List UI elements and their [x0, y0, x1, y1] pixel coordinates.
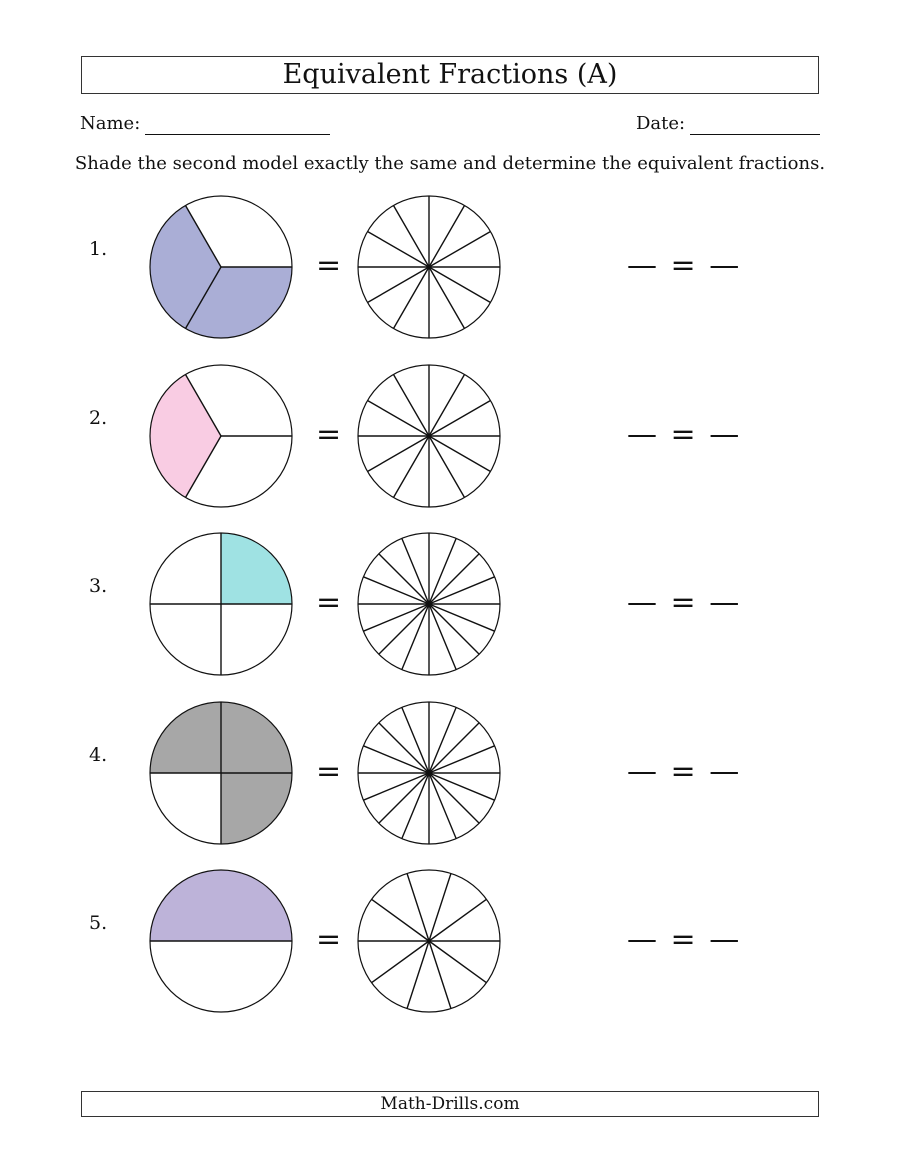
- fraction-answer-blanks[interactable]: — = —: [627, 922, 742, 957]
- blank-model-circle[interactable]: [355, 699, 503, 847]
- name-field[interactable]: [145, 134, 330, 135]
- division-line: [429, 899, 486, 941]
- shaded-model-circle[interactable]: [147, 362, 295, 510]
- division-line: [429, 723, 479, 773]
- division-line: [368, 401, 429, 437]
- problem-number: 1.: [89, 238, 108, 260]
- shaded-sector: [150, 702, 221, 773]
- equals-sign: =: [316, 585, 342, 620]
- shaded-sector: [221, 773, 292, 844]
- division-line: [429, 554, 479, 604]
- division-line: [429, 941, 486, 983]
- division-line: [429, 873, 451, 941]
- equals-sign: =: [316, 754, 342, 789]
- instructions: Shade the second model exactly the same and determine the equivalent fractions.: [74, 153, 826, 174]
- division-line: [368, 267, 429, 303]
- division-line: [429, 436, 490, 472]
- blank-model-circle[interactable]: [355, 193, 503, 341]
- equals-sign: =: [316, 417, 342, 452]
- fraction-answer-blanks[interactable]: — = —: [627, 754, 742, 789]
- division-line: [407, 873, 429, 941]
- division-line: [379, 723, 429, 773]
- shaded-sector: [150, 870, 292, 941]
- division-line: [429, 267, 465, 328]
- blank-model-circle[interactable]: [355, 530, 503, 678]
- division-line: [372, 941, 429, 983]
- date-field[interactable]: [690, 134, 820, 135]
- division-line: [429, 436, 465, 497]
- shaded-sector: [221, 533, 292, 604]
- problem-number: 3.: [89, 575, 108, 597]
- division-line: [394, 375, 430, 436]
- shaded-sector: [150, 375, 221, 498]
- equals-sign: =: [316, 248, 342, 283]
- date-label: Date:: [636, 113, 686, 134]
- fraction-answer-blanks[interactable]: — = —: [627, 248, 742, 283]
- problem-number: 2.: [89, 407, 108, 429]
- shaded-model-circle[interactable]: [147, 530, 295, 678]
- equals-sign: =: [316, 922, 342, 957]
- division-line: [368, 436, 429, 472]
- fraction-answer-blanks[interactable]: — = —: [627, 417, 742, 452]
- shaded-model-circle[interactable]: [147, 699, 295, 847]
- division-line: [379, 773, 429, 823]
- division-line: [372, 899, 429, 941]
- division-line: [429, 773, 479, 823]
- division-line: [379, 554, 429, 604]
- shaded-sector: [221, 702, 292, 773]
- division-line: [407, 941, 429, 1009]
- problem-number: 5.: [89, 912, 108, 934]
- division-line: [379, 604, 429, 654]
- worksheet-title: Equivalent Fractions (A): [81, 56, 819, 94]
- division-line: [394, 206, 430, 267]
- blank-model-circle[interactable]: [355, 867, 503, 1015]
- name-label: Name:: [80, 113, 141, 134]
- shaded-model-circle[interactable]: [147, 867, 295, 1015]
- division-line: [429, 401, 490, 437]
- division-line: [429, 604, 479, 654]
- division-line: [394, 436, 430, 497]
- division-line: [429, 941, 451, 1009]
- division-line: [429, 267, 490, 303]
- division-line: [368, 232, 429, 268]
- division-line: [429, 375, 465, 436]
- division-line: [429, 206, 465, 267]
- footer: Math-Drills.com: [81, 1091, 819, 1117]
- fraction-answer-blanks[interactable]: — = —: [627, 585, 742, 620]
- division-line: [394, 267, 430, 328]
- problem-number: 4.: [89, 744, 108, 766]
- shaded-model-circle[interactable]: [147, 193, 295, 341]
- division-line: [429, 232, 490, 268]
- blank-model-circle[interactable]: [355, 362, 503, 510]
